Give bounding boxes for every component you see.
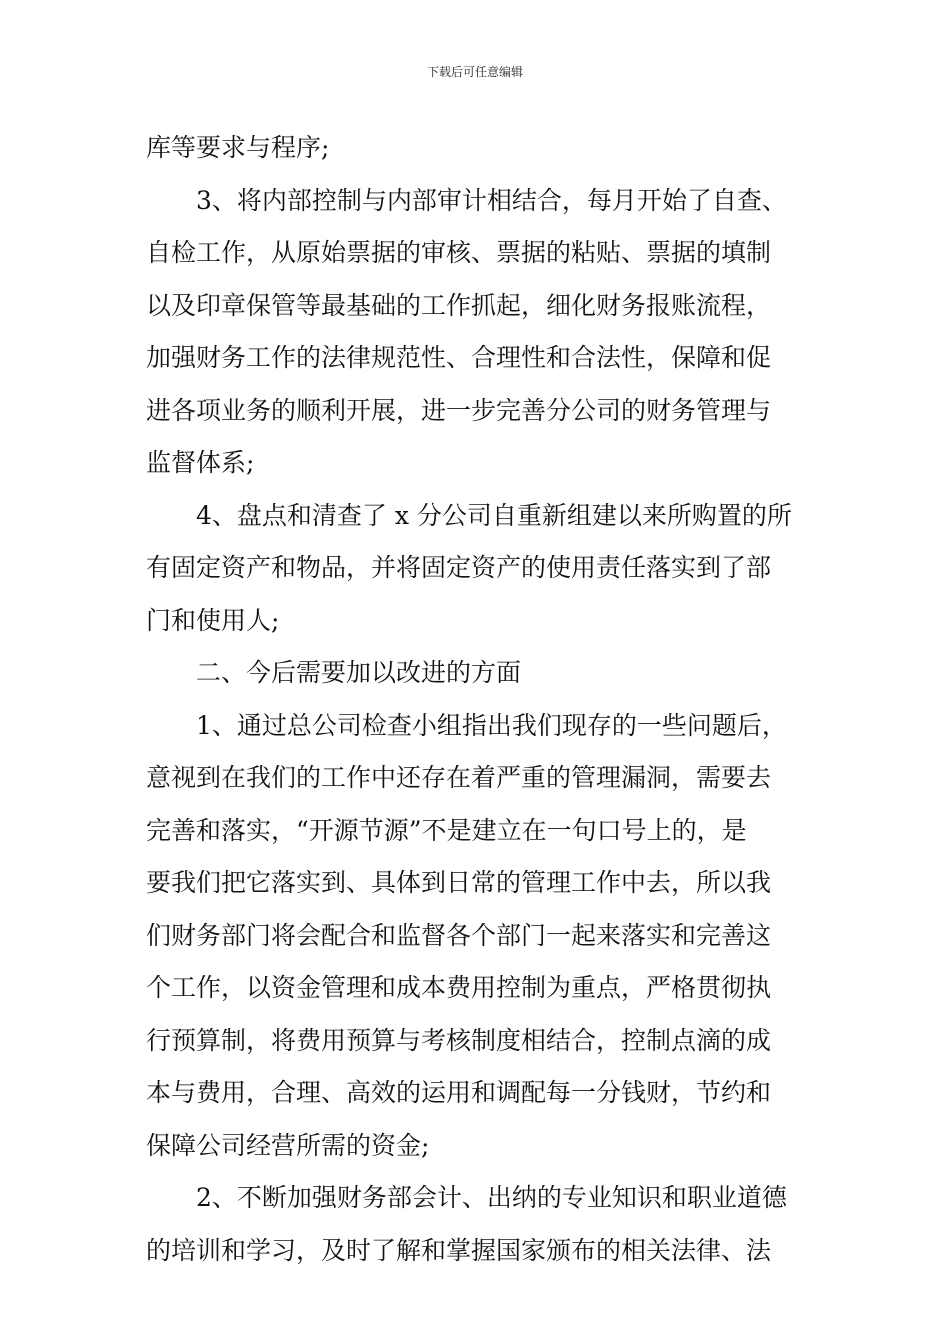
- text-line: 本与费用，合理、高效的运用和调配每一分钱财，节约和: [146, 1078, 772, 1107]
- text-line: 库等要求与程序;: [146, 133, 330, 162]
- text-line: 个工作，以资金管理和成本费用控制为重点，严格贯彻执: [146, 973, 772, 1002]
- text-line: 保障公司经营所需的资金;: [146, 1130, 430, 1160]
- text-line: 们财务部门将会配合和监督各个部门一起来落实和完善这: [146, 920, 772, 950]
- document-body: [146, 126, 806, 1281]
- text-line: 行预算制，将费用预算与考核制度相结合，控制点滴的成: [146, 1025, 772, 1055]
- text-line: 3、将内部控制与内部审计相结合，每月开始了自查、: [196, 185, 787, 215]
- text-line: 要我们把它落实到、具体到日常的管理工作中去，所以我: [146, 868, 772, 897]
- text-line: 意视到在我们的工作中还存在着严重的管理漏洞，需要去: [146, 763, 772, 792]
- text-line: 自检工作，从原始票据的审核、票据的粘贴、票据的填制: [146, 238, 772, 267]
- page-header: 下载后可任意编辑: [426, 65, 523, 79]
- text-line: 2、不断加强财务部会计、出纳的专业知识和职业道德: [196, 1183, 787, 1212]
- text-line: 有固定资产和物品，并将固定资产的使用责任落实到了部: [146, 553, 772, 582]
- text-line: 监督体系;: [146, 448, 255, 477]
- text-line: 进各项业务的顺利开展，进一步完善分公司的财务管理与: [146, 395, 772, 425]
- text-line: 以及印章保管等最基础的工作抓起，细化财务报账流程，: [146, 290, 772, 320]
- text-line: 加强财务工作的法律规范性、合理性和合法性，保障和促: [146, 343, 772, 372]
- section-heading: 二、今后需要加以改进的方面: [196, 658, 522, 687]
- text-line: 完善和落实，“开源节源”不是建立在一句口号上的，是: [146, 815, 747, 845]
- text-line: 的培训和学习，及时了解和掌握国家颁布的相关法律、法: [146, 1235, 772, 1265]
- text-line: 1、通过总公司检查小组指出我们现存的一些问题后，: [196, 710, 787, 740]
- text-line: 4、盘点和清查了 x 分公司自重新组建以来所购置的所: [196, 500, 792, 530]
- text-line: 门和使用人;: [146, 605, 280, 635]
